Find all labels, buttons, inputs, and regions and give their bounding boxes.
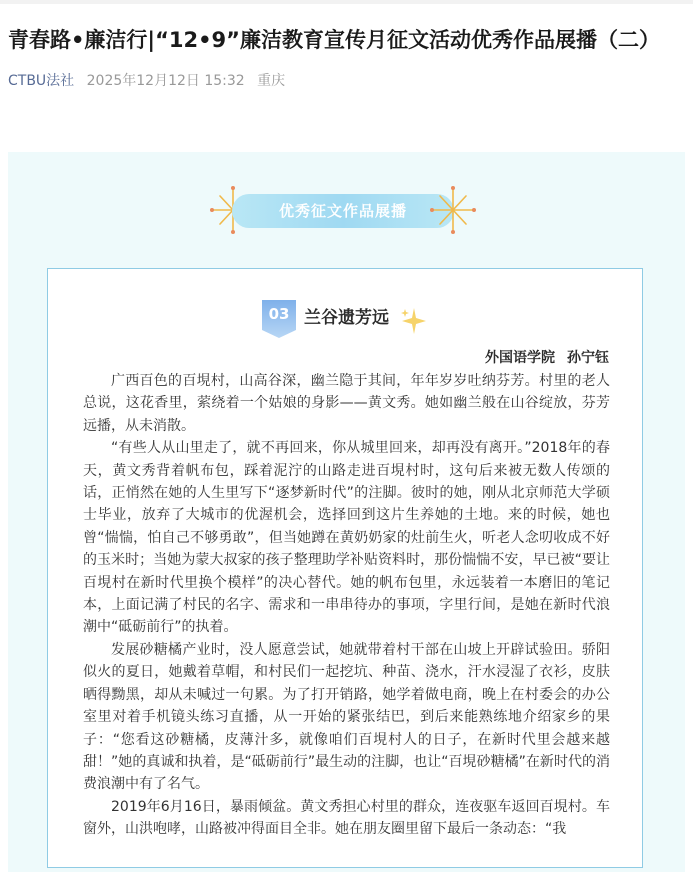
article-meta [8,70,685,90]
top-strip [0,0,693,4]
section-banner [222,194,464,228]
essay-paragraph: “有些人从山里走了，就不再回来，你从城里回来，却再没有离开。”2018年的春天，黄文秀背着帆布包，踩着泥泞的山路走进百垷村时，这句后来被无数人传颂的话，正悄然在她的人生里写下“逐梦新时代”的注脚。彼时的她，刚从北京师范大学硕士毕业，放弃了大城市的优渥机会，选择回到这片生养她的土地。来的时候，她也曾“惴惴，怕自己不够勇敢”，但当她蹲在黄奶奶家的灶前生火，听老人念叨收成不好的玉米时；当她为蒙大叔家的孩子整理助学补贴资料时，那份惴惴不安，早已被“要让百垷村在新时代里换个模样”的决心替代。她的帆布包里，永远装着一本磨旧的笔记本，上面记满了村民的名字、需求和一串串待办的事项，字里行间，是她在新时代浪潮中“砥砺前行”的执着。 [83,440,610,636]
author-name: 孙宁钰 [567,350,609,366]
account-name-link[interactable]: CTBU法社 [8,73,75,89]
piece-title: 兰谷遗芳远 [304,308,389,328]
author-byline [485,347,609,367]
essay-body [83,370,610,841]
essay-paragraph: 发展砂糖橘产业时，没人愿意尝试，她就带着村干部在山坡上开辟试验田。骄阳似火的夏日，她戴着草帽，和村民们一起挖坑、种苗、浇水，汗水浸湿了衣衫，皮肤晒得黝黑，却从未喊过一句累。为了打开销路，她学着做电商，晚上在村委会的办公室里对着手机镜头练习直播，从一开始的紧张结巴，到后来能熟练地介绍家乡的果子：“您看这砂糖橘，皮薄汁多，就像咱们百垷村人的日子，在新时代里会越来越甜！”她的真诚和执着，是“砥砺前行”最生动的注脚，也让“百垷砂糖橘”在新时代的消费浪潮中有了名气。 [83,641,610,793]
banner-label: 优秀征文作品展播 [232,194,454,228]
essay-paragraph: 广西百色的百垷村，山高谷深，幽兰隐于其间，年年岁岁吐纳芬芳。村里的老人总说，这花香里，萦绕着一个姑娘的身影——黄文秀。她如幽兰般在山谷绽放，芬芳远播，从未消散。 [83,373,610,434]
piece-number: 03 [268,305,290,323]
author-college: 外国语学院 [485,350,555,366]
firework-right-icon [426,180,480,240]
publish-location: 重庆 [257,73,286,89]
publish-date: 2025年12月12日 15:32 [86,73,245,89]
article-title: 青春路•廉洁行|“12•9”廉洁教育宣传月征文活动优秀作品展播（二） [8,28,660,52]
sparkle-icon [400,306,428,336]
essay-paragraph: 2019年6月16日，暴雨倾盆。黄文秀担心村里的群众，连夜驱车返回百垷村。车窗外，山洪咆哮，山路被冲得面目全非。她在朋友圈里留下最后一条动态：“我 [83,798,610,838]
